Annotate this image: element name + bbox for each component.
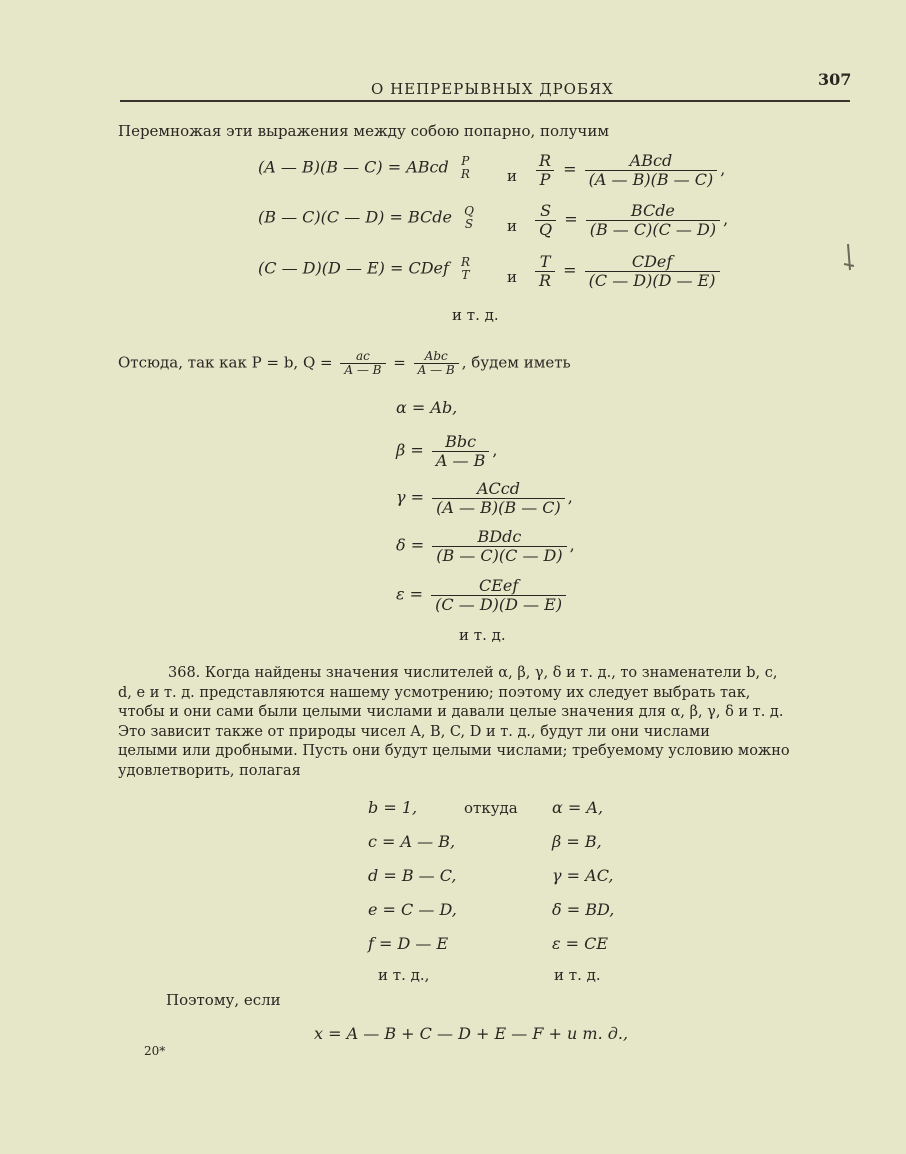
product-eq-2-right: $\frac{S}{Q}$ = $\frac{\text{BCde}}{(B — C)(C — D)}$ ,: [532, 202, 728, 238]
paragraph-line: целыми или дробными. Пусть они будут целыми числами; требуемому условию можно: [118, 743, 790, 759]
choice-right-5: ε = CE: [552, 934, 609, 953]
paragraph-line: удовлетворить, полагая: [118, 762, 301, 779]
choice-left-2: c = A — B,: [368, 832, 456, 851]
product-eq-3-right: $\frac{T}{R}$ = $\frac{\text{CDef}}{(C — D)(D — E)}$: [532, 253, 723, 289]
product-eq-1-right: $\frac{R}{P}$ = $\frac{\text{ABcd}}{(A — B)(B — C)}$ ,: [532, 152, 725, 188]
choice-right-3: γ = AC,: [552, 866, 614, 885]
etc-right: и т. д.: [554, 966, 601, 984]
page-number: 307: [818, 70, 852, 89]
eq-frac: P R: [460, 154, 470, 182]
product-eq-1: [258, 155, 477, 181]
choice-right-4: δ = BD,: [552, 900, 615, 919]
etc-2: и т. д.: [459, 626, 506, 644]
margin-mark: [820, 240, 860, 280]
choice-left-1: b = 1,: [368, 798, 418, 817]
choice-right-1: α = A,: [552, 798, 604, 817]
choice-left-3: d = B — C,: [368, 866, 457, 885]
signature-mark: 20*: [144, 1044, 166, 1058]
and-3: и: [507, 268, 517, 286]
gamma-eq: γ = $\frac{\text{ACcd}}{(A — B)(B — C)}$ ,: [396, 479, 573, 517]
paragraph-line: чтобы и они сами были целыми числами и давали целые значения для α, β, γ, δ и т. д.: [118, 704, 784, 720]
choice-left-5: f = D — E: [368, 934, 449, 953]
final-equation: x = A — B + C — D + E — F + и т. д.,: [314, 1024, 629, 1043]
therefore-text: Поэтому, если: [166, 991, 281, 1009]
hence-line: Отсюда, так как P = b, Q = $\frac{ac}{A — B}$ = $\frac{\text{Abc}}{A — B}$ , будем иметь: [118, 349, 571, 378]
beta-eq: β = $\frac{\text{Bbc}}{A — B}$ ,: [396, 432, 498, 470]
paragraph-line: 368. Когда найдены значения числителей α, β, γ, δ и т. д., то знаменатели b, c,: [168, 665, 778, 681]
product-eq-2: (B — C)(C — D) = BCde Q S: [258, 204, 474, 232]
and-2: и: [507, 217, 517, 235]
whence-label: откуда: [464, 799, 518, 817]
alpha-eq: α = Ab,: [396, 398, 458, 417]
product-eq-3: (C — D)(D — E) = CDef R T: [258, 255, 471, 283]
paragraph-line: Это зависит также от природы чисел A, B, C, D и т. д., будут ли они числами: [118, 723, 710, 740]
running-header: О НЕПРЕРЫВНЫХ ДРОБЯХ: [371, 80, 614, 98]
and-1: и: [507, 167, 517, 185]
paragraph-368: [118, 664, 790, 781]
etc-left: и т. д.,: [378, 966, 430, 984]
delta-eq: δ = $\frac{\text{BDdc}}{(B — C)(C — D)}$ ,: [396, 527, 575, 565]
choice-right-2: β = B,: [552, 832, 602, 851]
choice-left-4: e = C — D,: [368, 900, 457, 919]
etc-1: и т. д.: [452, 306, 499, 324]
intro-text: Перемножая эти выражения между собою попарно, получим: [118, 122, 609, 140]
eq-lhs: (A — B)(B — C) = ABcd: [258, 157, 449, 177]
header-rule: [120, 100, 850, 102]
epsilon-eq: ε = $\frac{\text{CEef}}{(C — D)(D — E)}$: [396, 577, 569, 613]
paragraph-line: d, e и т. д. представляются нашему усмотрению; поэтому их следует выбрать так,: [118, 684, 751, 701]
